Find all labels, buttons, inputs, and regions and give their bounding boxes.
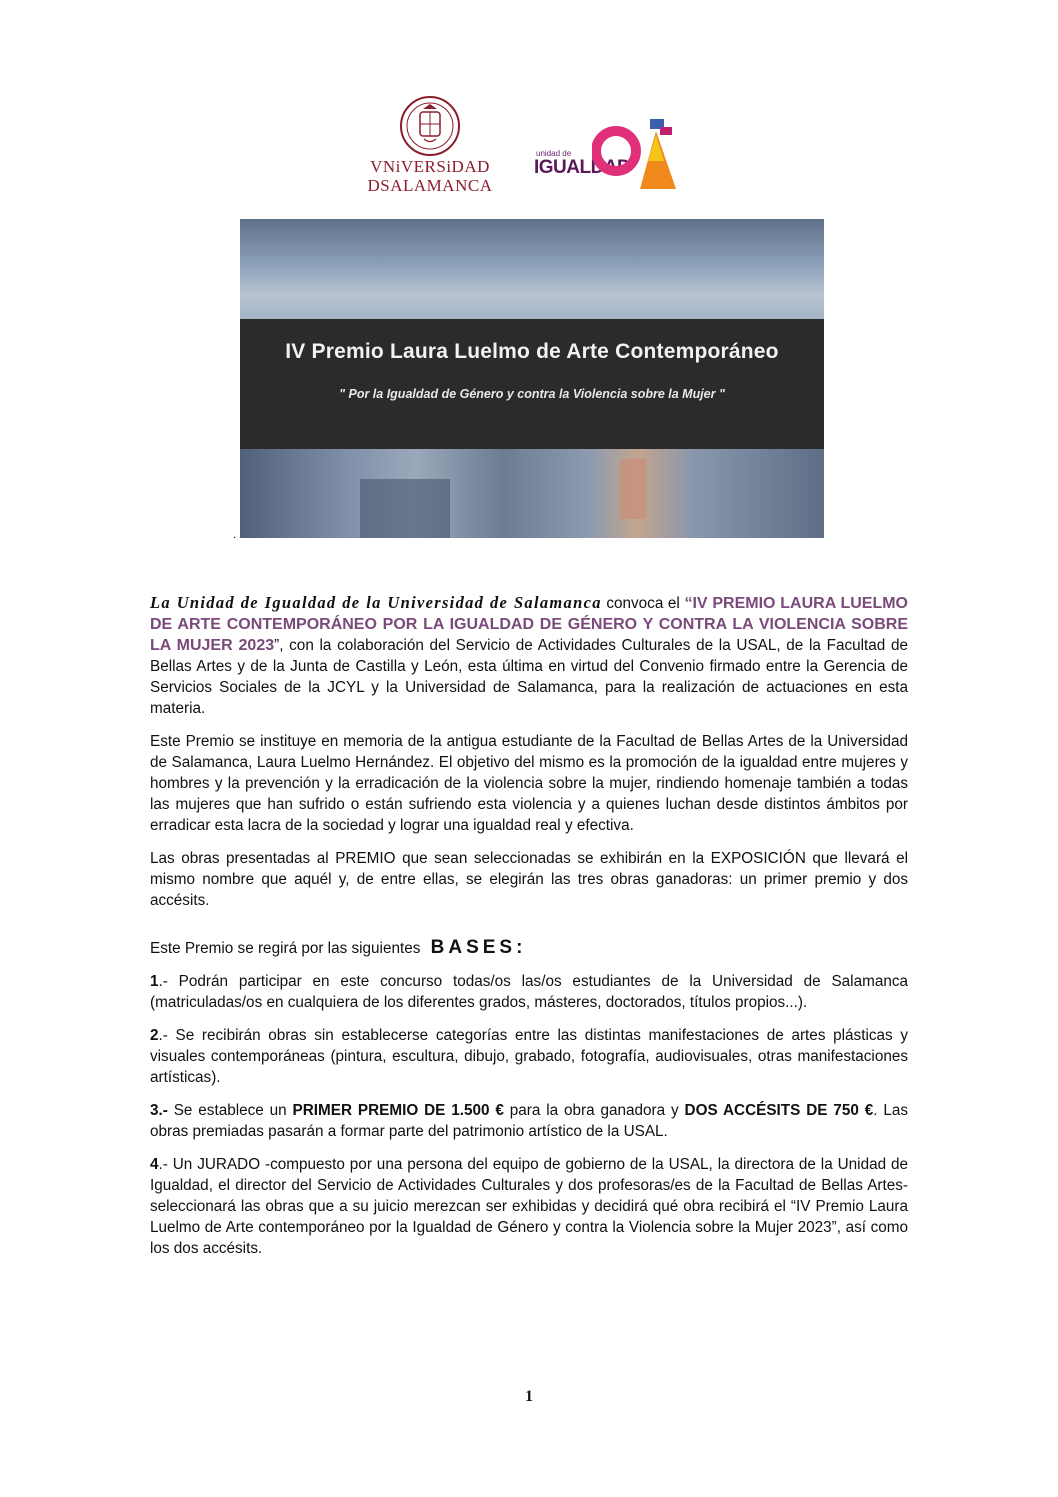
rule-number: 1 [150, 973, 159, 990]
painting-shape [360, 479, 450, 538]
text-span: PREMIO [335, 850, 396, 867]
banner-title-strip [240, 319, 824, 449]
text-span: que sean seleccionadas se exhibirán en la [395, 850, 711, 867]
igualdad-logo-text: IGUALDAD [534, 157, 631, 178]
memorial-paragraph: Este Premio se instituye en memoria de la antigua estudiante de la Facultad de Bellas Artes de la Universidad de Salamanca, Laura Luelmo Hernández. El objetivo del mismo es la promoción de la igualdad entre mujeres y hombres y la prevención y la erradicación de la violencia sobre la mujer, rindiendo homenaje también a todas las mujeres que han sufrido o están sufriendo esta violencia y a quienes luchan desde distintos ámbitos por erradicar esta lacra de la sociedad y lograr una igualdad real y efectiva. [150, 733, 908, 834]
igualdad-logo-small-text: unidad de [536, 149, 572, 158]
rule-text: .- Un JURADO -compuesto por una persona del equipo de gobierno de la USAL, la directora de la Unidad de Igualdad, el director del Servicio de Actividades Culturales y dos profesoras/es de la Facultad de Bellas Artes- seleccionará las obras que a su juicio merezcan ser exhibidas y decidirá qué obra recibirá el “IV Premio Laura Luelmo de Arte contemporáneo por la Igualdad de Género y contra la Violencia sobre la Mujer 2023”, así como los dos accésits. [150, 1156, 908, 1257]
text-span: . Las obras premiadas pasarán a formar parte del patrimonio artístico de la USAL. [150, 1102, 908, 1140]
exhibition-paragraph [150, 848, 908, 911]
document-body [150, 592, 908, 1271]
accesit-amount: DOS ACCÉSITS DE 750 € [684, 1102, 874, 1119]
spacer [150, 923, 908, 937]
university-name-line2: DSALAMANCA [367, 176, 493, 195]
rule-text: .- Podrán participar en este concurso todas/os las/os estudiantes de la Universidad de Salamanca (matriculadas/os en cualquiera de los diferentes grados, másteres, doctorados, títulos propios...). [150, 973, 908, 1011]
header-logos [360, 95, 700, 200]
bases-label: BASES: [430, 937, 527, 958]
rule-number: 4 [150, 1156, 159, 1173]
rule-3 [150, 1100, 908, 1142]
first-prize-amount: PRIMER PREMIO DE 1.500 € [292, 1102, 504, 1119]
organizer-name: La Unidad de Igualdad de la Universidad de Salamanca [150, 593, 602, 612]
rule-number: 2 [150, 1027, 159, 1044]
banner-title: IV Premio Laura Luelmo de Arte Contemporáneo [285, 340, 779, 363]
university-seal-icon [399, 95, 461, 157]
igualdad-emblem-icon [592, 113, 692, 191]
intro-verb: convoca el [601, 595, 685, 612]
intro-rest: ”, con la colaboración del Servicio de Actividades Culturales de la USAL, de la Facultad de Bellas Artes y de la Junta de Castilla y León, esta última en virtud del Convenio firmado entre la Gerencia de Servicios Sociales de la JCYL y la Universidad de Salamanca, para la realización de actuaciones en esta materia. [150, 637, 908, 717]
rule-text: .- Se recibirán obras sin establecerse categorías entre las distintas manifestaciones de artes plásticas y visuales contemporáneas (pintura, escultura, dibujo, grabado, fotografía, audiovisuales, otras manifestaciones artísticas). [150, 1027, 908, 1086]
rule-2 [150, 1025, 908, 1088]
text-span: para la obra ganadora y [503, 1102, 685, 1119]
bases-intro-text: Este Premio se regirá por las siguientes [150, 940, 425, 957]
rule-4 [150, 1154, 908, 1259]
prize-banner [240, 219, 824, 538]
text-span: EXPOSICIÓN [710, 850, 806, 867]
page-number: 1 [525, 1388, 533, 1405]
university-logo [360, 95, 500, 200]
rule-number: 3.- [150, 1102, 168, 1119]
bases-heading [150, 937, 908, 959]
text-span: que llevará el mismo nombre que aquél y, de entre ellas, se elegirán las tres obras ganadoras: un primer premio y dos accésits. [150, 850, 908, 909]
university-name-line1: VNiVERSiDAD [370, 157, 490, 176]
painting-shape [620, 459, 646, 519]
banner-subtitle: " Por la Igualdad de Género y contra la Violencia sobre la Mujer " [339, 387, 725, 401]
prize-name: “IV PREMIO LAURA LUELMO DE ARTE CONTEMPORÁNEO POR LA IGUALDAD DE GÉNERO Y CONTRA LA VIOLENCIA SOBRE LA MUJER 2023 [150, 595, 909, 654]
text-span: Las obras presentadas al [150, 850, 336, 867]
text-span: Se establece un [167, 1102, 293, 1119]
intro-paragraph [150, 592, 908, 719]
igualdad-unit-logo [532, 113, 697, 193]
banner-painting [240, 449, 824, 538]
stray-dot: . [233, 527, 237, 541]
rule-1 [150, 971, 908, 1013]
